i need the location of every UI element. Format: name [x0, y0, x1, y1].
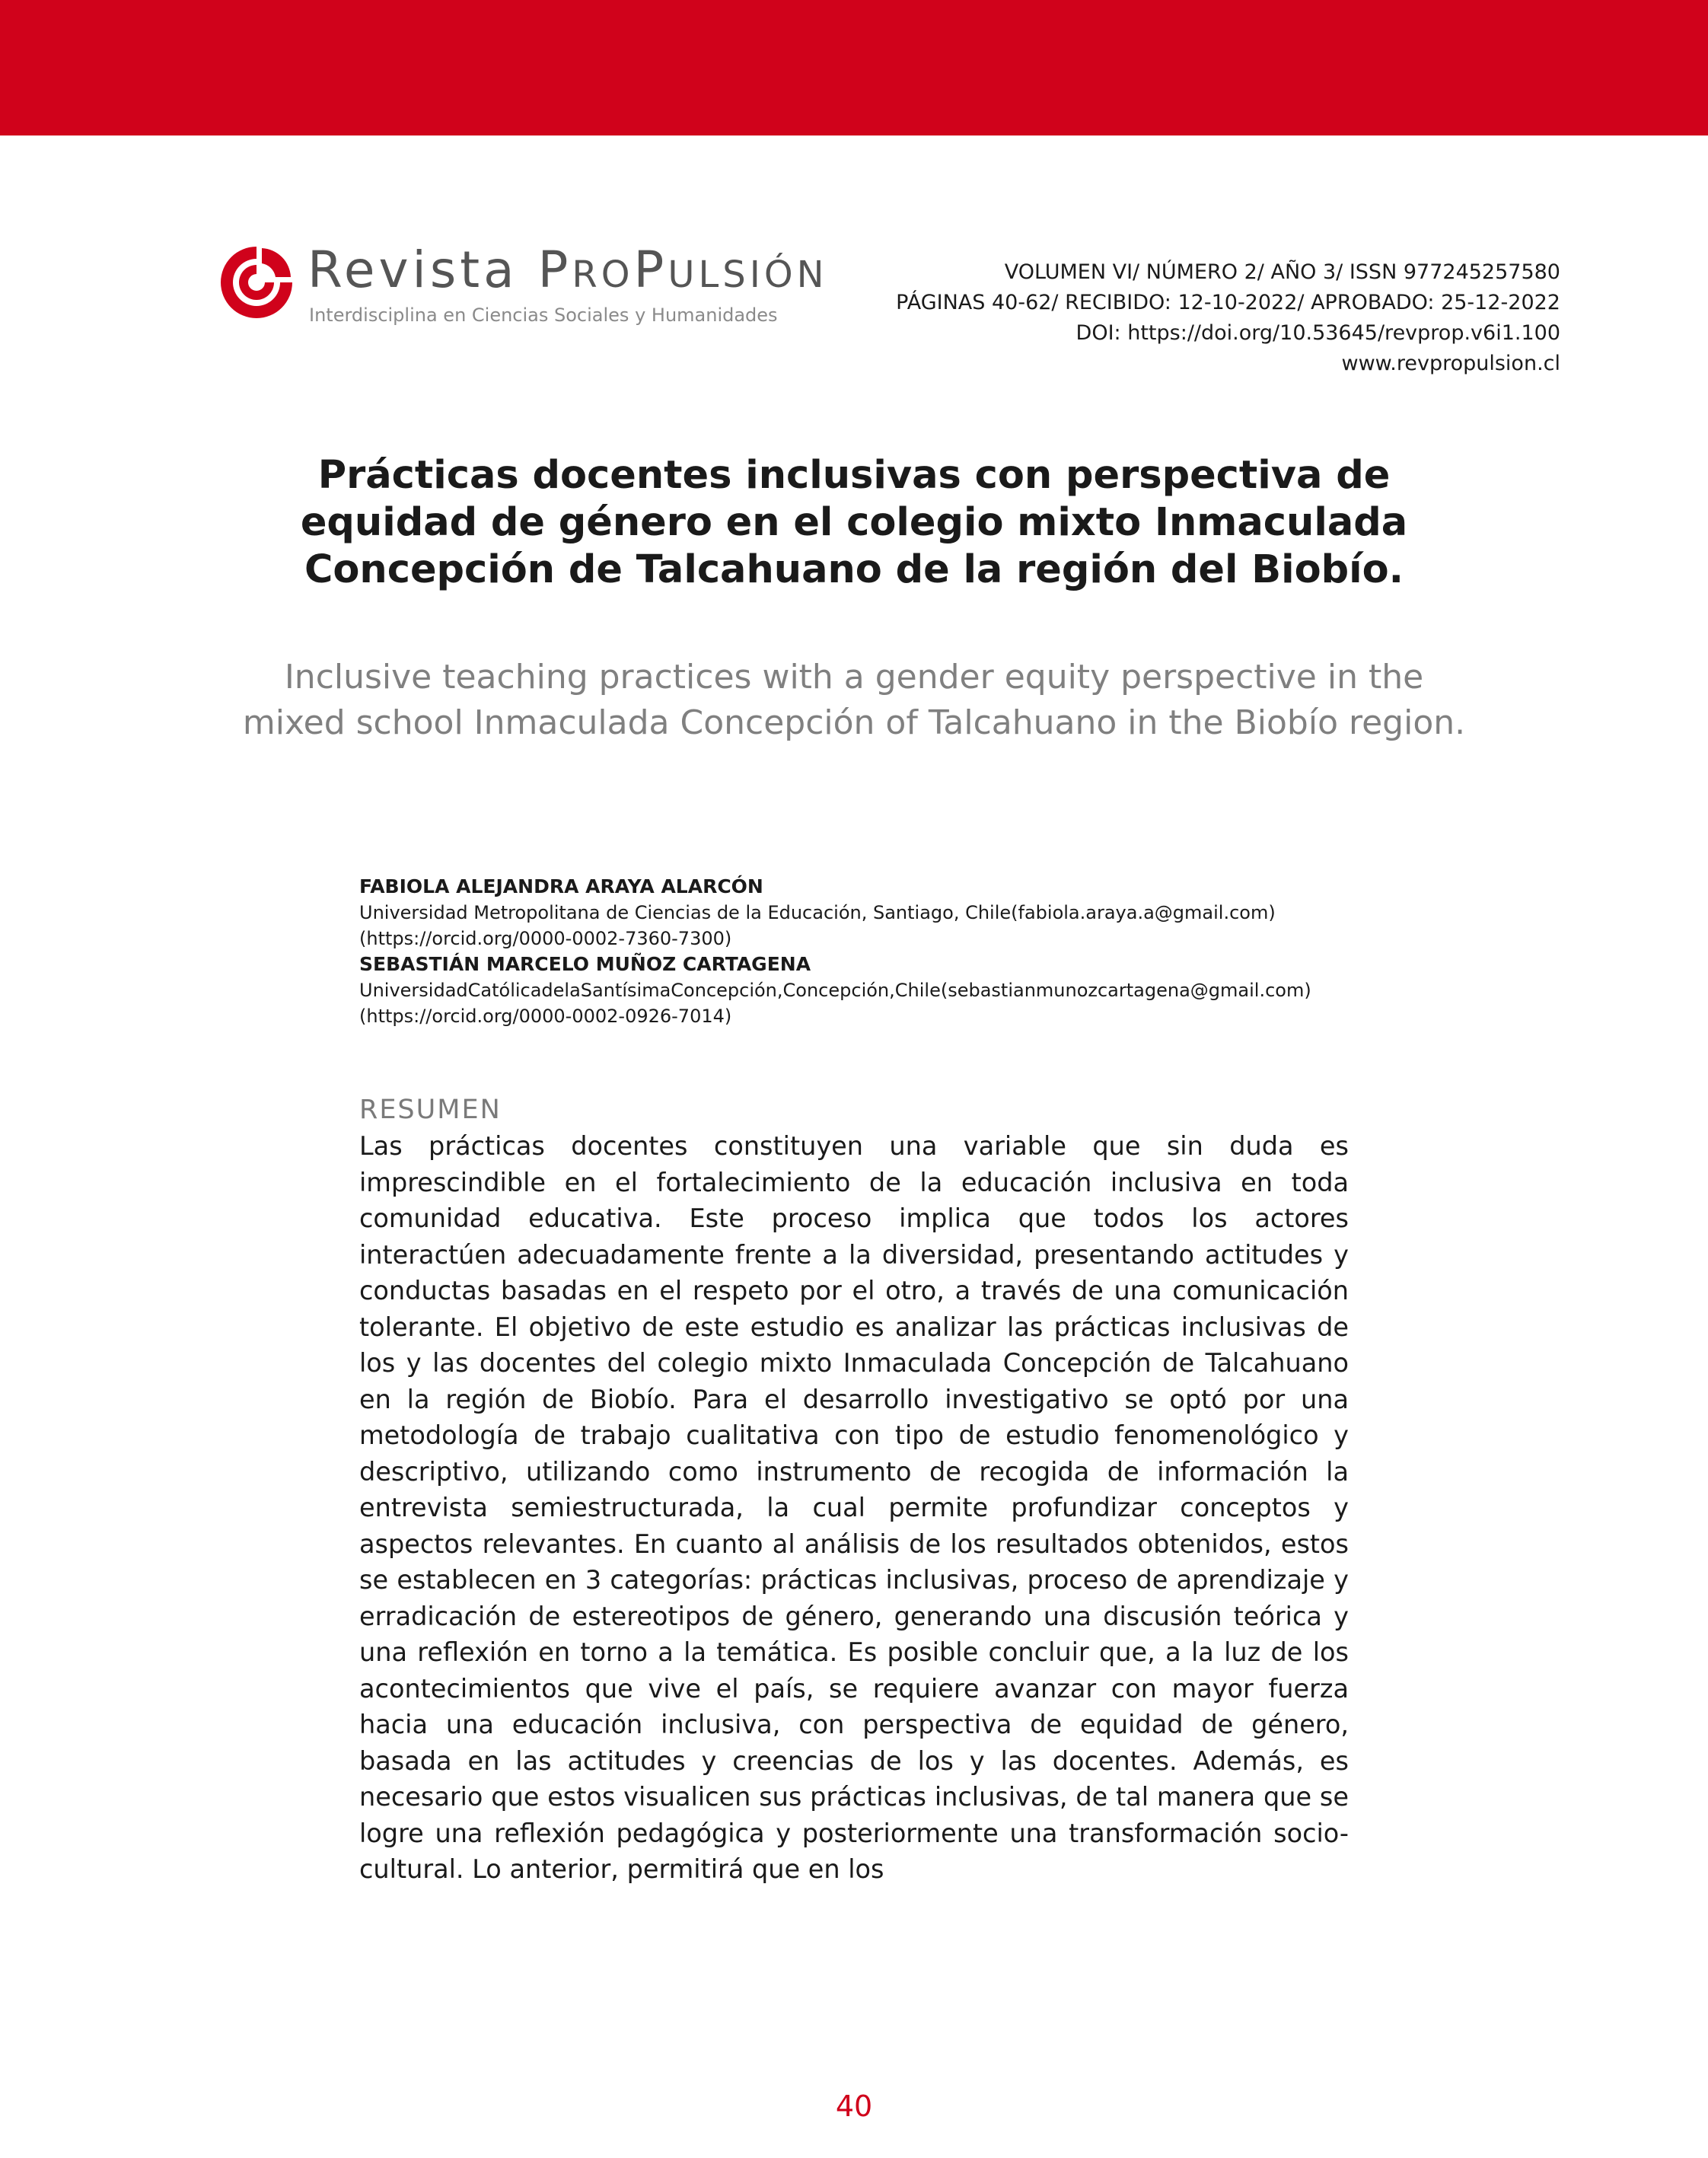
journal-name: Revista PROPULSIÓN: [308, 241, 828, 299]
article-title-es: Prácticas docentes inclusivas con perspectiva de equidad de género en el colegio mixto Inmaculada Concepción de Talcahuano de la región del Biobío.: [300, 453, 1408, 592]
meta-volume: VOLUMEN VI/ NÚMERO 2/ AÑO 3/ ISSN 977245257580: [1004, 260, 1560, 284]
article-metadata: [896, 257, 1560, 379]
page-number: 40: [835, 2089, 873, 2123]
abstract-heading: RESUMEN: [359, 1095, 502, 1125]
meta-doi[interactable]: DOI: https://doi.org/10.53645/revprop.v6i1.100: [1075, 321, 1560, 345]
header-band: [0, 0, 1708, 135]
author-affiliation: UniversidadCatólicadelaSantísimaConcepción,Concepción,Chile(sebastianmunozcartagena@gmail.com)(https://orcid.org/0000-0002-0926-7014): [359, 980, 1311, 1027]
abstract-text: Las prácticas docentes constituyen una variable que sin duda es imprescindible en el fortalecimiento de la educación inclusiva en toda comunidad educativa. Este proceso implica que todos los actores interactúen adecuadamente frente a la diversidad, presentando actitudes y conductas basadas en el respeto por el otro, a través de una comunicación tolerante. El objetivo de este estudio es analizar las prácticas inclusivas de los y las docentes del colegio mixto Inmaculada Concepción de Talcahuano en la región de Biobío. Para el desarrollo investigativo se optó por una metodología de trabajo cualitativa con tipo de estudio fenomenológico y descriptivo, utilizando como instrumento de recogida de información la entrevista semiestructurada, la cual permite profundizar conceptos y aspectos relevantes. En cuanto al análisis de los resultados obtenidos, estos se establecen en 3 categorías: prácticas inclusivas, proceso de aprendizaje y erradicación de estereotipos de género, generando una discusión teórica y una reflexión en torno a la temática. Es posible concluir que, a la luz de los acontecimientos que vive el país, se requiere avanzar con mayor fuerza hacia una educación inclusiva, con perspectiva de equidad de género, basada en las actitudes y creencias de los y las docentes. Además, es necesario que estos visualicen sus prácticas inclusivas, de tal manera que se logre una reflexión pedagógica y posteriormente una transformación socio-cultural. Lo anterior, permitirá que en los: [359, 1131, 1349, 1884]
meta-website[interactable]: www.revpropulsion.cl: [1341, 352, 1560, 375]
author-name: FABIOLA ALEJANDRA ARAYA ALARCÓN: [359, 875, 763, 897]
author-block: [359, 874, 1349, 1029]
article-title-en: Inclusive teaching practices with a gender equity perspective in the mixed school Inmaculada Concepción of Talcahuano in the Biobío region.: [242, 658, 1466, 742]
meta-pages-dates: PÁGINAS 40-62/ RECIBIDO: 12-10-2022/ APROBADO: 25-12-2022: [896, 291, 1560, 314]
author-name: SEBASTIÁN MARCELO MUÑOZ CARTAGENA: [359, 953, 811, 975]
journal-logo: [215, 237, 828, 329]
journal-tagline: Interdisciplina en Ciencias Sociales y Humanidades: [309, 304, 778, 326]
journal-logo-icon: [215, 241, 298, 324]
author-affiliation: Universidad Metropolitana de Ciencias de la Educación, Santiago, Chile(fabiola.araya.a@gmail.com)(https://orcid.org/0000-0002-7360-7300): [359, 902, 1276, 949]
